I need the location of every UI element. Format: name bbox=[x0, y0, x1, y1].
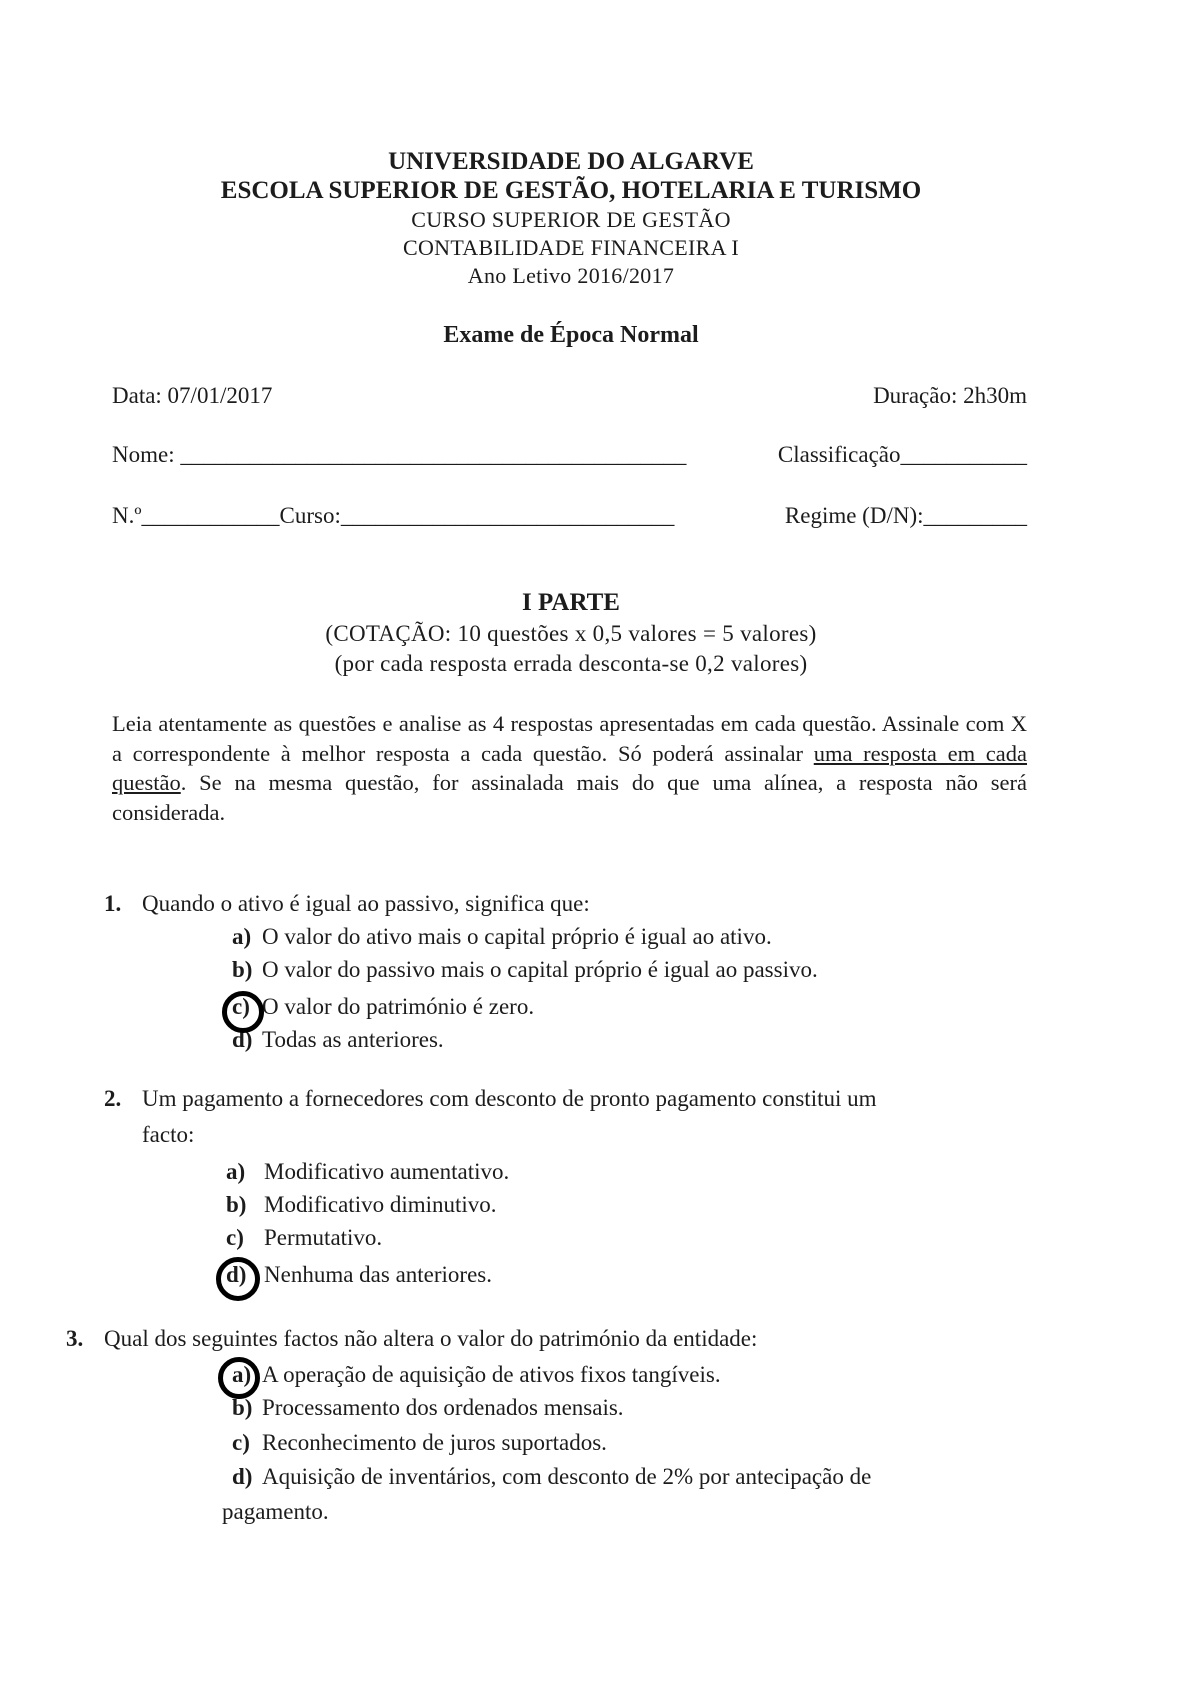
school-name: ESCOLA SUPERIOR DE GESTÃO, HOTELARIA E TURISMO bbox=[220, 177, 922, 204]
regime-label: Regime (D/N): bbox=[784, 503, 924, 528]
question-1-option-d[interactable]: d) Todas as anteriores. bbox=[232, 1027, 444, 1052]
question-2-option-c[interactable]: c) Permutativo. bbox=[226, 1225, 383, 1250]
name-row bbox=[112, 442, 1027, 468]
part-title: I PARTE bbox=[522, 589, 620, 616]
exam-duration: Duração: 2h30m bbox=[873, 383, 1027, 408]
answer-mark-circle bbox=[222, 991, 264, 1033]
question-3-option-d-continuation: pagamento. bbox=[222, 1499, 329, 1524]
question-3-option-a[interactable]: a) A operação de aquisição de ativos fixos tangíveis. bbox=[232, 1362, 721, 1387]
part-scoring: (COTAÇÃO: 10 questões x 0,5 valores = 5 valores) bbox=[325, 621, 817, 646]
date-duration-row bbox=[112, 383, 1027, 409]
question-3-option-c[interactable]: c) Reconhecimento de juros suportados. bbox=[232, 1430, 607, 1455]
university-name: UNIVERSIDADE DO ALGARVE bbox=[388, 148, 754, 175]
instructions-emphasis: uma resposta em cada questão bbox=[112, 740, 1027, 795]
question-3 bbox=[66, 1326, 757, 1352]
student-info-row bbox=[112, 503, 1027, 529]
name-label: Nome: bbox=[112, 442, 175, 467]
question-1-option-a[interactable]: a) O valor do ativo mais o capital próprio é igual ao ativo. bbox=[232, 924, 772, 949]
classification-field[interactable]: ___________ bbox=[900, 442, 1027, 467]
regime-field[interactable]: _________ bbox=[923, 503, 1027, 528]
part-penalty: (por cada resposta errada desconta-se 0,2 valores) bbox=[334, 651, 808, 676]
subject-name: CONTABILIDADE FINANCEIRA I bbox=[402, 235, 740, 260]
question-1-option-c[interactable]: c) O valor do património é zero. bbox=[232, 994, 535, 1019]
course-field[interactable]: _____________________________ bbox=[340, 503, 675, 528]
exam-title: Exame de Época Normal bbox=[443, 322, 699, 348]
question-text: Um pagamento a fornecedores com desconto de pronto pagamento constitui um bbox=[142, 1086, 877, 1111]
question-2 bbox=[104, 1086, 877, 1112]
question-1-option-b[interactable]: b) O valor do passivo mais o capital próprio é igual ao passivo. bbox=[232, 957, 818, 982]
question-3-option-d[interactable]: d) Aquisição de inventários, com desconto de 2% por antecipação de bbox=[232, 1464, 872, 1489]
instructions: Leia atentamente as questões e analise as 4 respostas apresentadas em cada questão. Assinale com X a correspondente à melhor resposta a cada questão. Só poderá assinalar uma resposta em cada questão. Se na mesma questão, for assinalada mais do que uma alínea, a resposta não será considerada. bbox=[112, 711, 1027, 825]
answer-mark-circle bbox=[218, 1357, 260, 1399]
question-text: Quando o ativo é igual ao passivo, significa que: bbox=[142, 891, 590, 916]
question-2-option-b[interactable]: b) Modificativo diminutivo. bbox=[226, 1192, 497, 1217]
classification-label: Classificação bbox=[777, 442, 901, 467]
question-2-continuation: facto: bbox=[142, 1122, 195, 1147]
question-3-option-b[interactable]: b) Processamento dos ordenados mensais. bbox=[232, 1395, 624, 1420]
question-text: Qual dos seguintes factos não altera o valor do património da entidade: bbox=[104, 1326, 758, 1351]
number-label: N.º bbox=[112, 503, 142, 528]
answer-mark-circle bbox=[216, 1257, 260, 1301]
question-number: 2. bbox=[104, 1086, 122, 1111]
question-2-option-a[interactable]: a) Modificativo aumentativo. bbox=[226, 1159, 510, 1184]
question-2-option-d[interactable]: d) Nenhuma das anteriores. bbox=[226, 1262, 493, 1287]
exam-date: Data: 07/01/2017 bbox=[112, 383, 273, 408]
course-label: Curso: bbox=[279, 503, 341, 528]
number-field[interactable]: ____________ bbox=[141, 503, 280, 528]
course-name: CURSO SUPERIOR DE GESTÃO bbox=[411, 207, 731, 232]
question-number: 3. bbox=[66, 1326, 84, 1351]
question-number: 1. bbox=[104, 891, 122, 916]
question-1 bbox=[104, 891, 590, 917]
academic-year: Ano Letivo 2016/2017 bbox=[467, 263, 675, 288]
name-field[interactable]: ____________________________________________ bbox=[180, 442, 687, 467]
